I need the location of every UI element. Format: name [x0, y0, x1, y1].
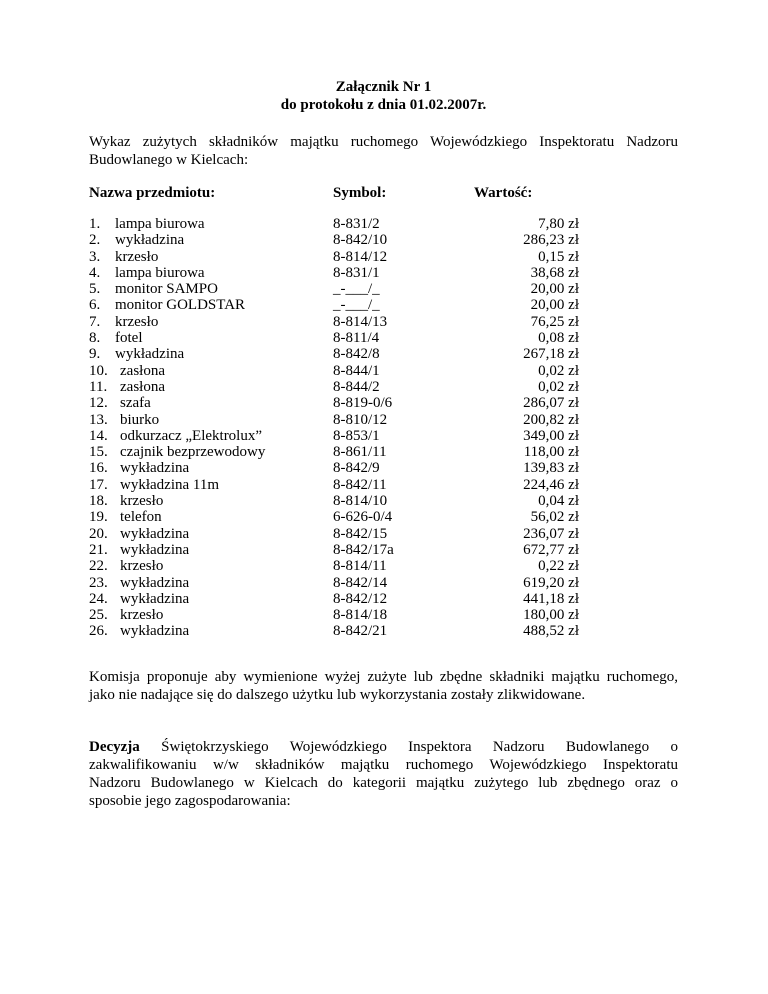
table-row [89, 493, 678, 509]
committee-line: Komisja proponuje aby wymienione wyżej zużyte lub zbędne składniki majątku ruchomego, [89, 669, 678, 685]
table-row [89, 509, 678, 525]
item-value: 56,02 zł [530, 509, 579, 526]
attachment-subtitle: do protokołu z dnia 01.02.2007r. [280, 97, 487, 113]
item-name: wykładzina [120, 623, 190, 640]
item-name: wykładzina [120, 460, 190, 477]
item-symbol: 8-810/12 [333, 411, 388, 428]
item-number: 26. [89, 623, 108, 640]
item-number: 20. [89, 525, 108, 542]
item-name: wykładzina [120, 525, 190, 542]
item-value: 7,80 zł [538, 216, 579, 232]
items-list [89, 216, 678, 640]
item-number: 25. [89, 607, 108, 624]
item-name: biurko [120, 411, 160, 428]
item-value: 488,52 zł [523, 623, 579, 640]
intro-line: Budowlanego w Kielcach: [89, 152, 249, 168]
table-row [89, 623, 678, 639]
item-number: 18. [89, 493, 108, 510]
table-row [89, 249, 678, 265]
item-number: 21. [89, 541, 108, 558]
item-name: szafa [120, 395, 151, 412]
item-number: 22. [89, 558, 108, 575]
item-number: 7. [89, 313, 101, 330]
table-row [89, 281, 678, 297]
item-symbol: 8-814/11 [333, 558, 387, 575]
item-number: 1. [89, 216, 101, 232]
table-row [89, 395, 678, 411]
item-number: 3. [89, 248, 101, 265]
item-value: 180,00 zł [523, 607, 579, 624]
item-number: 15. [89, 444, 108, 461]
item-number: 10. [89, 362, 108, 379]
item-number: 8. [89, 330, 101, 347]
item-value: 441,18 zł [523, 590, 579, 607]
item-value: 286,23 zł [523, 232, 579, 249]
item-symbol: 8-842/8 [333, 346, 380, 363]
item-number: 4. [89, 264, 101, 281]
table-row [89, 591, 678, 607]
decision-bold-word: Decyzja [89, 739, 140, 755]
item-value: 0,08 zł [538, 330, 579, 347]
item-symbol: 8-831/2 [333, 216, 380, 232]
decision-line: zakwalifikowaniu w/w składników majątku ruchomego Wojewódzkiego Inspektoratu [89, 757, 678, 773]
item-symbol: 8-814/10 [333, 493, 388, 510]
item-name: fotel [115, 330, 143, 347]
item-value: 672,77 zł [523, 541, 579, 558]
item-name: wykładzina 11m [120, 476, 220, 493]
item-value: 0,04 zł [538, 493, 579, 510]
item-name: zasłona [120, 378, 165, 395]
decision-line: sposobie jego zagospodarowania: [89, 793, 291, 809]
item-symbol: 8-831/1 [333, 264, 380, 281]
decision-line-rest: Świętokrzyskiego Wojewódzkiego Inspektora Nadzoru Budowlanego o [161, 739, 678, 755]
item-value: 0,15 zł [538, 248, 579, 265]
item-value: 236,07 zł [523, 525, 579, 542]
table-row [89, 607, 678, 623]
item-value: 286,07 zł [523, 395, 579, 412]
item-value: 139,83 zł [523, 460, 579, 477]
item-symbol: 8-819-0/6 [333, 395, 393, 412]
item-name: odkurzacz „Elektrolux” [120, 427, 263, 444]
item-value: 200,82 zł [523, 411, 579, 428]
table-row [89, 379, 678, 395]
item-name: krzesło [115, 313, 159, 330]
item-number: 19. [89, 509, 108, 526]
item-number: 14. [89, 427, 108, 444]
item-value: 619,20 zł [523, 574, 579, 591]
item-number: 12. [89, 395, 108, 412]
item-name: lampa biurowa [115, 216, 205, 232]
item-value: 76,25 zł [530, 313, 579, 330]
item-value: 349,00 zł [523, 427, 579, 444]
item-value: 267,18 zł [523, 346, 579, 363]
item-name: telefon [120, 509, 162, 526]
item-number: 5. [89, 281, 101, 298]
item-number: 24. [89, 590, 108, 607]
item-symbol: 8-844/1 [333, 362, 380, 379]
item-number: 16. [89, 460, 108, 477]
item-value: 0,22 zł [538, 558, 579, 575]
table-row [89, 412, 678, 428]
item-name: krzesło [115, 248, 159, 265]
item-name: monitor GOLDSTAR [115, 297, 246, 314]
table-row [89, 297, 678, 313]
item-value: 118,00 zł [523, 444, 579, 461]
item-symbol: 8-814/13 [333, 313, 388, 330]
table-row [89, 444, 678, 460]
table-row [89, 428, 678, 444]
item-name: zasłona [120, 362, 165, 379]
item-symbol: 8-853/1 [333, 427, 380, 444]
table-row [89, 542, 678, 558]
table-row [89, 526, 678, 542]
column-header-value: Wartość: [474, 185, 533, 201]
table-header [89, 185, 678, 202]
item-symbol: 8-861/11 [333, 444, 387, 461]
item-number: 11. [89, 378, 108, 395]
item-name: krzesło [120, 493, 164, 510]
committee-paragraph [89, 668, 678, 704]
attachment-title: Załącznik Nr 1 [335, 79, 432, 95]
table-row [89, 216, 678, 232]
intro-paragraph [89, 133, 678, 169]
committee-line: jako nie nadające się do dalszego użytku lub wykorzystania zostały zlikwidowane. [89, 687, 586, 703]
item-symbol: 8-842/17a [333, 541, 394, 558]
decision-line [89, 738, 678, 756]
item-symbol: 8-814/18 [333, 607, 388, 624]
table-row [89, 232, 678, 248]
item-name: wykładzina [120, 574, 190, 591]
intro-line: Wykaz zużytych składników majątku ruchomego Wojewódzkiego Inspektoratu Nadzoru [89, 134, 678, 150]
column-header-name: Nazwa przedmiotu: [89, 185, 216, 201]
item-value: 38,68 zł [530, 264, 579, 281]
table-row [89, 575, 678, 591]
table-row [89, 460, 678, 476]
item-number: 9. [89, 346, 101, 363]
table-row [89, 363, 678, 379]
item-symbol: _-___/_ [333, 297, 380, 314]
table-row [89, 265, 678, 281]
item-name: monitor SAMPO [115, 281, 218, 298]
item-symbol: 8-814/12 [333, 248, 388, 265]
decision-paragraph [89, 738, 678, 810]
item-value: 0,02 zł [538, 362, 579, 379]
item-symbol: 8-842/15 [333, 525, 388, 542]
item-value: 0,02 zł [538, 378, 579, 395]
item-symbol: 8-842/14 [333, 574, 388, 591]
item-symbol: 8-842/10 [333, 232, 388, 249]
item-symbol: 8-811/4 [333, 330, 380, 347]
item-symbol: 8-844/2 [333, 378, 380, 395]
item-number: 23. [89, 574, 108, 591]
column-header-symbol: Symbol: [333, 185, 387, 201]
item-name: wykładzina [120, 590, 190, 607]
item-number: 13. [89, 411, 108, 428]
item-symbol: _-___/_ [333, 281, 380, 298]
table-row [89, 558, 678, 574]
item-name: krzesło [120, 607, 164, 624]
item-symbol: 8-842/12 [333, 590, 388, 607]
item-value: 20,00 zł [530, 297, 579, 314]
item-name: czajnik bezprzewodowy [120, 444, 266, 461]
table-row [89, 330, 678, 346]
item-value: 224,46 zł [523, 476, 579, 493]
item-value: 20,00 zł [530, 281, 579, 298]
table-row [89, 314, 678, 330]
table-row [89, 346, 678, 362]
item-name: krzesło [120, 558, 164, 575]
item-name: wykładzina [120, 541, 190, 558]
item-number: 6. [89, 297, 101, 314]
item-name: wykładzina [115, 346, 185, 363]
item-symbol: 8-842/11 [333, 476, 387, 493]
item-name: lampa biurowa [115, 264, 205, 281]
table-row [89, 477, 678, 493]
item-symbol: 8-842/9 [333, 460, 380, 477]
decision-line: Nadzoru Budowlanego w Kielcach do kategorii majątku zużytego lub zbędnego oraz o [89, 775, 678, 791]
item-symbol: 6-626-0/4 [333, 509, 393, 526]
item-name: wykładzina [115, 232, 185, 249]
item-number: 2. [89, 232, 101, 249]
item-symbol: 8-842/21 [333, 623, 388, 640]
item-number: 17. [89, 476, 108, 493]
